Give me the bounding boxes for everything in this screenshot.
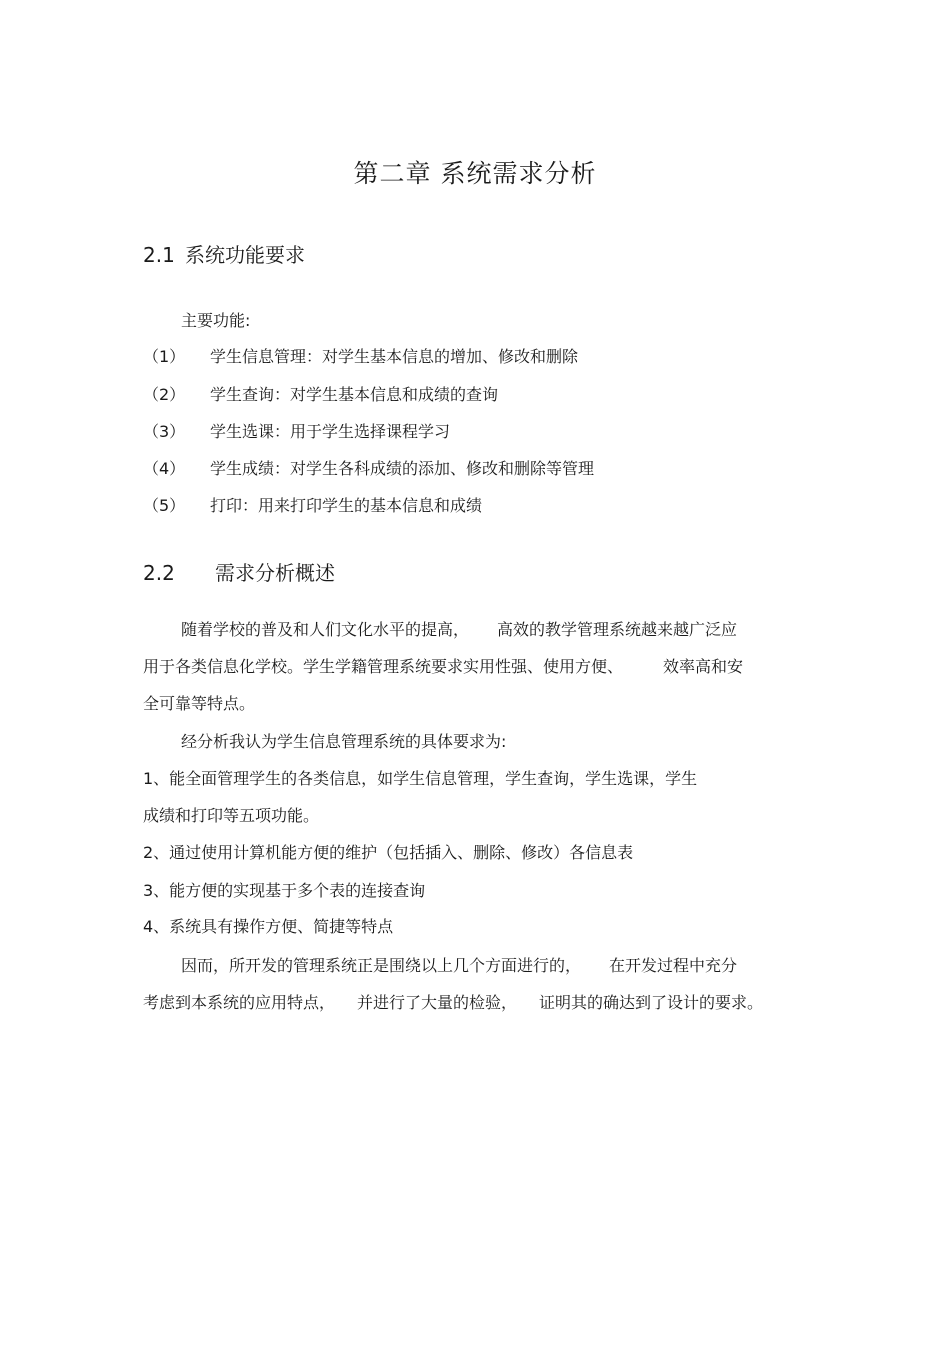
function-text: 学生选课：用于学生选择课程学习: [210, 422, 451, 441]
text-segment: 因而，所开发的管理系统正是围绕以上几个方面进行的，: [181, 956, 582, 975]
function-text: 打印：用来打印学生的基本信息和成绩: [210, 496, 483, 515]
section-title: 需求分析概述: [215, 561, 335, 585]
text-segment: 考虑到本系统的应用特点，: [143, 993, 336, 1012]
text-segment: 随着学校的普及和人们文化水平的提高，: [181, 620, 470, 639]
requirement-1-line-2: 成绩和打印等五项功能。: [143, 806, 320, 825]
function-index: （1）: [143, 347, 186, 366]
function-index: （4）: [143, 459, 186, 478]
function-item-4: [143, 458, 594, 480]
paragraph-3-line-2: [143, 992, 763, 1014]
text-segment: 用于各类信息化学校。学生学籍管理系统要求实用性强、使用方便、: [143, 657, 624, 676]
requirement-3: 3、能方便的实现基于多个表的连接查询: [143, 881, 426, 900]
text-segment: 并进行了大量的检验，: [357, 993, 518, 1012]
function-item-2: [143, 384, 498, 406]
chapter-title: 第二章 系统需求分析: [353, 159, 597, 188]
text-segment: 效率高和安: [663, 657, 744, 676]
function-index: （3）: [143, 422, 186, 441]
text-segment: 证明其的确达到了设计的要求。: [539, 993, 764, 1012]
requirement-4: 4、系统具有操作方便、简捷等特点: [143, 917, 394, 936]
section-heading-2-2: [143, 559, 335, 587]
paragraph-3-line-1: [181, 955, 737, 977]
text-segment: 高效的教学管理系统越来越广泛应: [497, 620, 738, 639]
paragraph-1-line-1: [181, 619, 737, 641]
function-item-1: [143, 346, 578, 368]
paragraph-1-line-2: [143, 656, 743, 678]
requirement-2: 2、通过使用计算机能方便的维护（包括插入、删除、修改）各信息表: [143, 843, 634, 862]
paragraph-2: 经分析我认为学生信息管理系统的具体要求为:: [181, 732, 507, 751]
requirement-1-line-1: 1、能全面管理学生的各类信息，如学生信息管理，学生查询，学生选课，学生: [143, 769, 698, 788]
section-title: 系统功能要求: [185, 243, 305, 267]
function-item-3: [143, 421, 450, 443]
function-item-5: [143, 495, 482, 517]
function-index: （2）: [143, 385, 186, 404]
function-text: 学生查询：对学生基本信息和成绩的查询: [210, 385, 499, 404]
function-text: 学生信息管理：对学生基本信息的增加、修改和删除: [210, 347, 579, 366]
functions-intro: 主要功能:: [181, 311, 251, 330]
section-number: 2.2: [143, 561, 175, 585]
paragraph-1-line-3: 全可靠等特点。: [143, 694, 256, 713]
text-segment: 在开发过程中充分: [609, 956, 738, 975]
section-number: 2.1: [143, 243, 175, 267]
function-text: 学生成绩：对学生各科成绩的添加、修改和删除等管理: [210, 459, 595, 478]
function-index: （5）: [143, 496, 186, 515]
section-heading-2-1: [143, 241, 305, 269]
